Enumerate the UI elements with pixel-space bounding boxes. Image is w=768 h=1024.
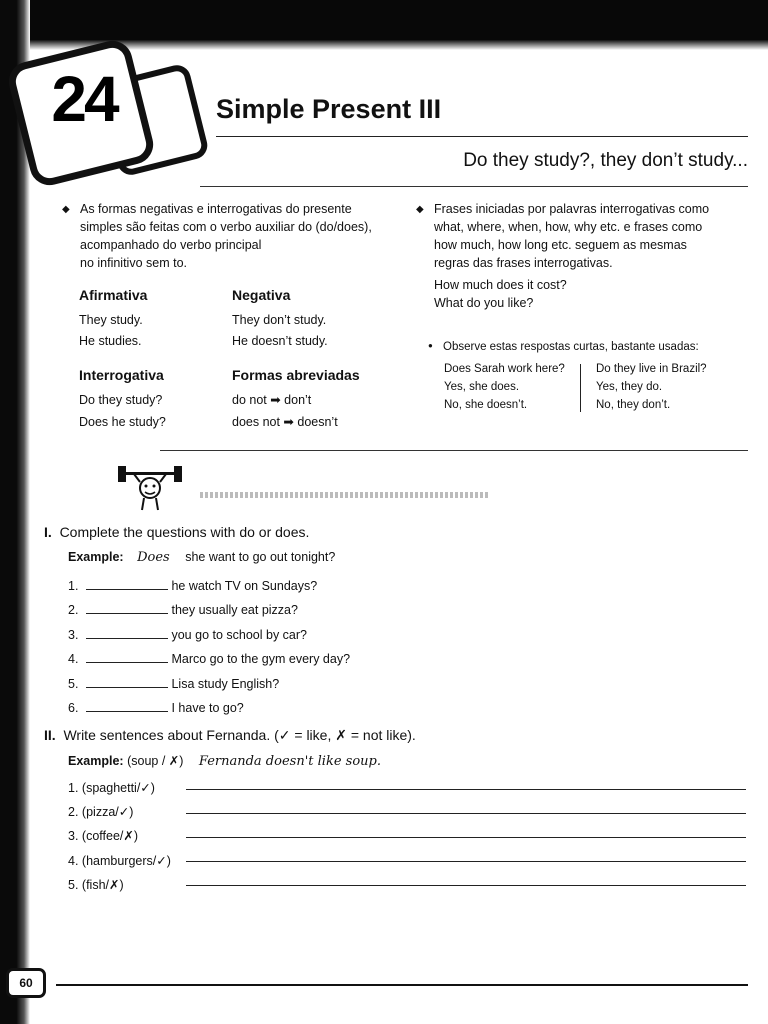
short-answer-line: Does Sarah work here?: [444, 363, 565, 375]
subtitle-rule: [200, 186, 748, 187]
abreviadas-examples: [232, 389, 338, 433]
item-number: 2.: [68, 603, 79, 618]
answer-blank[interactable]: [86, 601, 168, 614]
example-prompt: (soup / ✗): [127, 754, 184, 768]
afirmativa-examples: [79, 310, 143, 352]
answer-blank[interactable]: [86, 675, 168, 688]
short-answers-divider: [580, 364, 581, 412]
intro-line-1: As formas negativas e interrogativas do presente: [80, 202, 352, 216]
abreviadas-heading: Formas abreviadas: [232, 367, 360, 383]
answer-line[interactable]: [186, 885, 746, 886]
negativa-examples: [232, 310, 328, 352]
item-text: they usually eat pizza?: [171, 603, 298, 618]
item-number: 4.: [68, 652, 79, 667]
exercise1-item: [68, 672, 350, 696]
answer-blank[interactable]: [86, 577, 168, 590]
short-answers-left: [444, 360, 565, 414]
example-line: How much does it cost?: [434, 278, 567, 292]
exercise2-item: [68, 873, 188, 897]
exercise1-items: [68, 574, 350, 720]
footer-rule: [56, 984, 748, 986]
intro-line-4: no infinitivo sem to.: [80, 256, 187, 270]
example-line: What do you like?: [434, 296, 534, 310]
bullet-diamond-icon: ◆: [62, 204, 70, 215]
example-answer: Does: [137, 550, 170, 565]
item-prompt: (pizza/✓): [81, 805, 134, 820]
section-rule: [160, 450, 748, 451]
exercise1-item: [68, 623, 350, 647]
item-number: 6.: [68, 701, 79, 716]
item-number: 4.: [68, 853, 79, 868]
abreviadas-line: do not ➡ don’t: [232, 393, 312, 407]
page-subtitle: Do they study?, they don’t study...: [463, 150, 748, 171]
intro-line-2: simples são feitas com o verbo auxiliar do (do/does),: [80, 220, 372, 234]
exercise2-heading: [44, 727, 416, 744]
answer-line[interactable]: [186, 789, 746, 790]
afirmativa-line: He studies.: [79, 334, 142, 348]
item-prompt: (fish/✗): [81, 877, 124, 892]
interrogativa-examples: [79, 389, 166, 433]
short-answers-right: [596, 360, 707, 414]
page-title: Simple Present III: [216, 94, 442, 124]
bullet-diamond-icon: ◆: [416, 204, 424, 215]
short-answer-line: No, she doesn’t.: [444, 399, 528, 411]
question-word-examples: [434, 276, 567, 312]
item-text: you go to school by car?: [171, 627, 307, 642]
exercise1-number: I.: [44, 524, 52, 540]
note-line: Frases iniciadas por palavras interrogativas como: [434, 202, 710, 216]
interrogativa-line: Do they study?: [79, 393, 163, 407]
exercise1-item: [68, 598, 350, 622]
note-line: what, where, when, how, why etc. e frases como: [434, 220, 703, 234]
exercise2-number: II.: [44, 727, 56, 743]
grammar-intro: [80, 200, 410, 272]
item-number: 5.: [68, 877, 79, 892]
exercise1-instruction: Complete the questions with do or does.: [59, 524, 310, 540]
item-text: he watch TV on Sundays?: [171, 579, 318, 593]
answer-blank[interactable]: [86, 699, 168, 712]
item-number: 3.: [68, 829, 79, 844]
exercise1-heading: [44, 524, 309, 540]
negativa-heading: Negativa: [232, 287, 291, 303]
item-number: 2.: [68, 805, 79, 820]
item-number: 1.: [68, 579, 79, 593]
short-answer-line: Yes, she does.: [444, 381, 520, 393]
exercise1-example: [68, 550, 335, 565]
example-label: Example:: [68, 754, 124, 768]
example-label: Example:: [68, 550, 124, 564]
exercise2-instruction: Write sentences about Fernanda. (✓ = like, ✗ = not like).: [63, 727, 416, 743]
exercise1-item: [68, 574, 350, 598]
exercise2-prompts: [68, 776, 188, 897]
weightlifter-illustration: [114, 460, 186, 512]
item-number: 3.: [68, 627, 79, 642]
question-words-note: [434, 200, 754, 272]
page-number: 60: [6, 968, 46, 998]
exercise2-item: [68, 849, 188, 873]
answer-line[interactable]: [186, 813, 746, 814]
short-answer-line: Yes, they do.: [596, 381, 663, 393]
answer-line[interactable]: [186, 861, 746, 862]
negativa-line: They don’t study.: [232, 313, 327, 327]
interrogativa-line: Does he study?: [79, 415, 166, 429]
exercise2-item: [68, 776, 188, 800]
item-prompt: (spaghetti/✓): [81, 781, 155, 795]
exercise2-item: [68, 800, 188, 824]
negativa-line: He doesn’t study.: [232, 334, 328, 348]
interrogativa-heading: Interrogativa: [79, 367, 164, 383]
item-number: 5.: [68, 676, 79, 691]
item-text: Lisa study English?: [171, 676, 280, 691]
note-line: regras das frases interrogativas.: [434, 256, 613, 270]
item-text: Marco go to the gym every day?: [171, 652, 351, 667]
exercise2-example: [68, 753, 381, 769]
short-answer-line: No, they don’t.: [596, 399, 671, 411]
afirmativa-line: They study.: [79, 313, 143, 327]
example-answer: Fernanda doesn't like soup.: [198, 754, 381, 769]
answer-line[interactable]: [186, 837, 746, 838]
exercise1-item: [68, 647, 350, 671]
item-text: I have to go?: [171, 701, 244, 716]
example-text: she want to go out tonight?: [185, 550, 336, 564]
short-answer-line: Do they live in Brazil?: [596, 363, 707, 375]
decorative-dash-rule: [200, 492, 490, 498]
title-rule: [216, 136, 748, 137]
afirmativa-heading: Afirmativa: [79, 287, 148, 303]
bullet-dot-icon: ●: [428, 341, 433, 350]
abreviadas-line: does not ➡ doesn’t: [232, 415, 338, 429]
unit-number: 24: [51, 63, 117, 135]
exercise1-item: [68, 696, 350, 720]
answer-blank[interactable]: [86, 626, 168, 639]
item-number: 1.: [68, 781, 79, 795]
item-prompt: (hamburgers/✓): [81, 853, 171, 868]
short-answers-title: Observe estas respostas curtas, bastante usadas:: [443, 341, 699, 353]
item-prompt: (coffee/✗): [81, 829, 139, 844]
note-line: how much, how long etc. seguem as mesmas: [434, 238, 687, 252]
intro-line-3: acompanhado do verbo principal: [80, 238, 262, 252]
answer-blank[interactable]: [86, 650, 168, 663]
exercise2-item: [68, 824, 188, 848]
